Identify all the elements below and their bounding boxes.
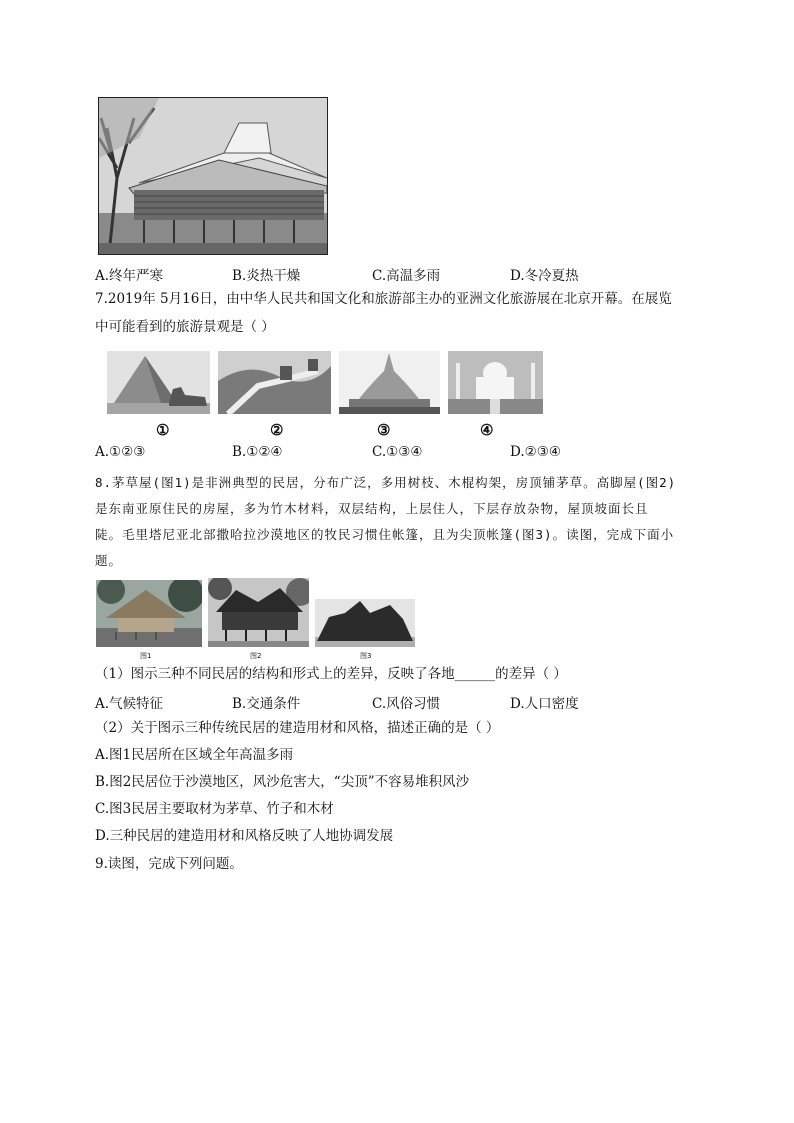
q8-sub2-stem: （2）关于图示三种传统民居的建造用材和风格，描述正确的是（ ）: [95, 720, 500, 736]
q8-sub2-option-c: C.图3民居主要取材为茅草、竹子和木材: [95, 801, 334, 817]
q7-stem-line2: 中可能看到的旅游景观是（ ）: [95, 319, 275, 335]
q7-stem-line1: 7.2019年 5月16日，由中华人民共和国文化和旅游部主办的亚洲文化旅游展在北京开幕。在展览: [95, 291, 672, 307]
stilt-house-asia-photo: [208, 578, 309, 647]
q7-image-label-4: ④: [480, 421, 494, 439]
q7-option-d: D.②③④: [510, 444, 561, 460]
stilt-house-photo: [98, 97, 328, 255]
figure-caption-1: 图1: [140, 652, 152, 660]
golden-pagoda-photo: [339, 351, 440, 414]
figure-caption-2: 图2: [250, 652, 262, 660]
q7-option-b: B.①②④: [232, 444, 283, 460]
great-wall-photo: [218, 351, 331, 414]
q8-stem-line1: 8.茅草屋(图1)是非洲典型的民居，分布广泛，多用树枝、木棍构架，房顶铺茅草。高脚屋(图2): [95, 475, 677, 490]
taj-mahal-photo: [448, 351, 543, 414]
q6-option-d: D.冬冷夏热: [510, 268, 579, 284]
q8-sub1-option-c: C.风俗习惯: [372, 696, 441, 712]
figure-caption-3: 图3: [360, 652, 372, 660]
q8-sub2-option-b: B.图2民居位于沙漠地区，风沙危害大，“尖顶”不容易堆积风沙: [95, 774, 470, 790]
q7-image-label-1: ①: [156, 421, 170, 439]
q7-option-a: A.①②③: [95, 444, 146, 460]
q7-image-label-3: ③: [377, 421, 391, 439]
q7-option-c: C.①③④: [372, 444, 423, 460]
pyramid-sphinx-photo: [107, 351, 210, 414]
q7-image-label-2: ②: [270, 421, 284, 439]
q6-option-c: C.高温多雨: [372, 268, 441, 284]
thatched-hut-photo: [96, 580, 202, 647]
q8-sub1-option-a: A.气候特征: [95, 696, 164, 712]
q6-option-a: A.终年严寒: [95, 268, 164, 284]
q8-sub2-option-d: D.三种民居的建造用材和风格反映了人地协调发展: [95, 828, 394, 844]
q8-stem-line3: 陡。毛里塔尼亚北部撒哈拉沙漠地区的牧民习惯住帐篷，且为尖顶帐篷(图3)。读图，完成下面小: [95, 527, 675, 542]
q8-sub1-option-b: B.交通条件: [232, 696, 301, 712]
q9-stem: 9.读图，完成下列问题。: [95, 856, 243, 872]
q8-sub1-option-d: D.人口密度: [510, 696, 579, 712]
q8-sub1-stem: （1）图示三种不同民居的结构和形式上的差异，反映了各地______的差异（ ）: [95, 666, 567, 682]
q8-stem-line2: 是东南亚原住民的房屋，多为竹木材料，双层结构，上层住人，下层存放杂物，屋顶坡面长且: [95, 501, 649, 516]
q6-option-b: B.炎热干燥: [232, 268, 301, 284]
q8-stem-line4: 题。: [95, 553, 123, 568]
q8-sub2-option-a: A.图1民居所在区域全年高温多雨: [95, 747, 294, 763]
desert-tent-photo: [315, 599, 415, 647]
